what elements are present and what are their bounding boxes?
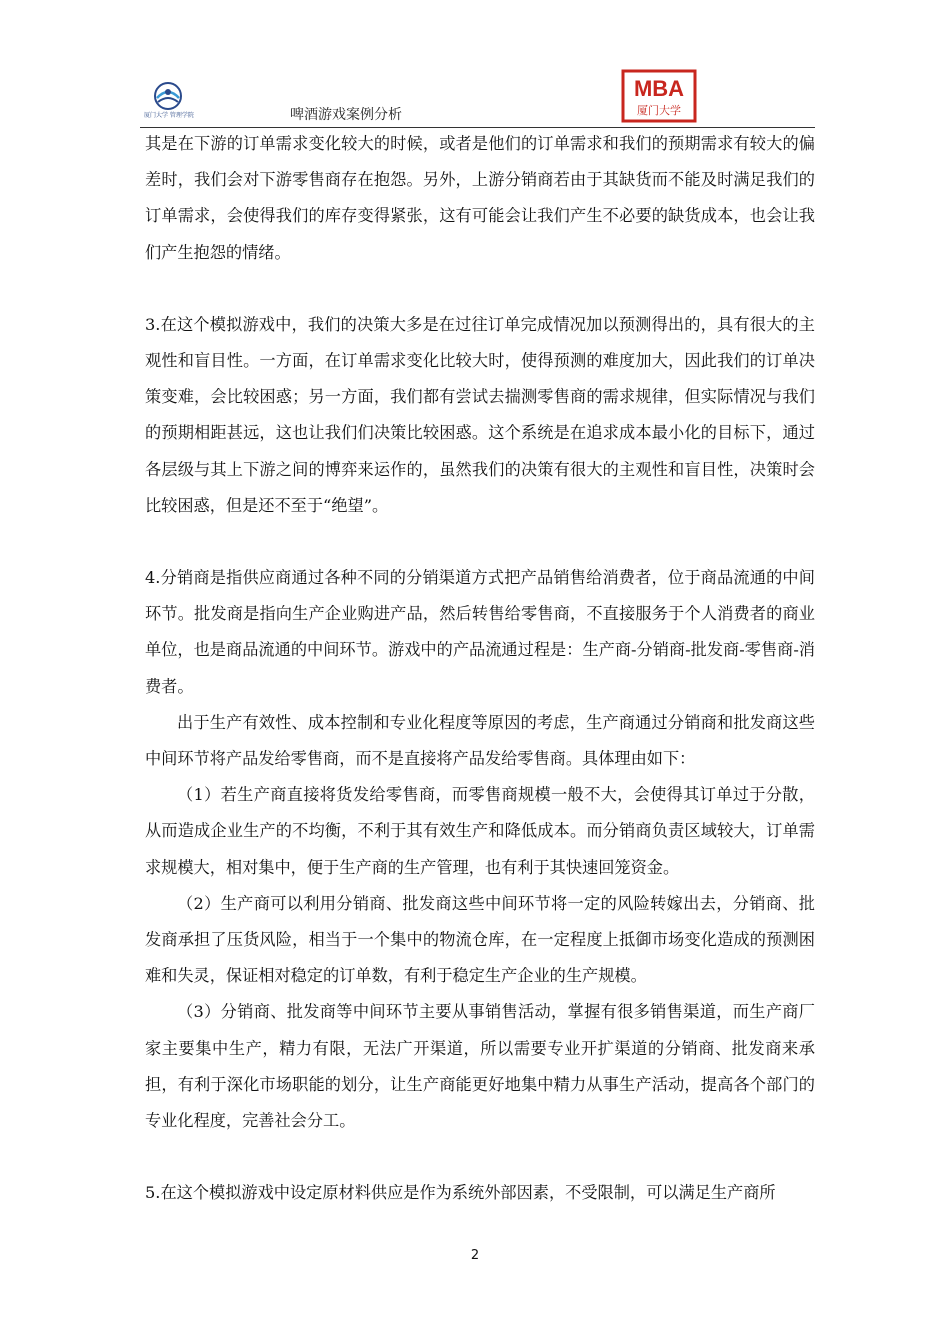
document-body [145, 126, 815, 1211]
document-header-title: 啤酒游戏案例分析 [290, 107, 402, 123]
university-logo-caption: 厦门大学 管理学院 [144, 112, 194, 119]
paragraph-reason-3: （3）分销商、批发商等中间环节主要从事销售活动，掌握有很多销售渠道，而生产商厂家主要集中生产，精力有限，无法广开渠道，所以需要专业开扩渠道的分销商、批发商来承担，有利于深化市场职能的划分，让生产商能更好地集中精力从事生产活动，提高各个部门的专业化程度，完善社会分工。 [145, 1002, 815, 1131]
paragraph-point-4: 4.分销商是指供应商通过各种不同的分销渠道方式把产品销售给消费者，位于商品流通的中间环节。批发商是指向生产企业购进产品，然后转售给零售商，不直接服务于个人消费者的商业单位，也是商品流通的中间环节。游戏中的产品流通过程是：生产商-分销商-批发商-零售商-消费者。 [145, 568, 815, 696]
paragraph-continuation: 其是在下游的订单需求变化较大的时候，或者是他们的订单需求和我们的预期需求有较大的偏差时，我们会对下游零售商存在抱怨。另外，上游分销商若由于其缺货而不能及时满足我们的订单需求，会使得我们的库存变得紧张，这有可能会让我们产生不必要的缺货成本，也会让我们产生抱怨的情绪。 [145, 134, 815, 262]
page-number: 2 [470, 1248, 480, 1263]
paragraph-reason-1: （1）若生产商直接将货发给零售商，而零售商规模一般不大，会使得其订单过于分散，从而造成企业生产的不均衡，不利于其有效生产和降低成本。而分销商负责区域较大，订单需求规模大，相对集中，便于生产商的生产管理，也有利于其快速回笼资金。 [145, 785, 815, 877]
mba-logo-icon [620, 68, 698, 124]
paragraph-reason-2: （2）生产商可以利用分销商、批发商这些中间环节将一定的风险转嫁出去，分销商、批发商承担了压货风险，相当于一个集中的物流仓库，在一定程度上抵御市场变化造成的预测困难和失灵，保证相对稳定的订单数，有利于稳定生产企业的生产规模。 [145, 893, 815, 986]
page-header [140, 62, 815, 130]
paragraph-point-5: 5.在这个模拟游戏中设定原材料供应是作为系统外部因素，不受限制，可以满足生产商所 [145, 1183, 776, 1203]
paragraph-reasons-intro: 出于生产有效性、成本控制和专业化程度等原因的考虑，生产商通过分销商和批发商这些中间环节将产品发给零售商，而不是直接将产品发给零售商。具体理由如下： [145, 712, 815, 769]
mba-logo-text: MBA [633, 76, 685, 101]
paragraph-point-3: 3.在这个模拟游戏中，我们的决策大多是在过往订单完成情况加以预测得出的，具有很大的主观性和盲目性。一方面，在订单需求变化比较大时，使得预测的难度加大，因此我们的订单决策变难，会比较困惑；另一方面，我们都有尝试去揣测零售商的需求规律，但实际情况与我们的预期相距甚远，这也让我们们决策比较困惑。这个系统是在追求成本最小化的目标下，通过各层级与其上下游之间的博弈来运作的，虽然我们的决策有很大的主观性和盲目性，决策时会比较困惑，但是还不至于“绝望”。 [145, 314, 815, 515]
mba-logo-subtext: 厦门大学 [637, 104, 681, 117]
